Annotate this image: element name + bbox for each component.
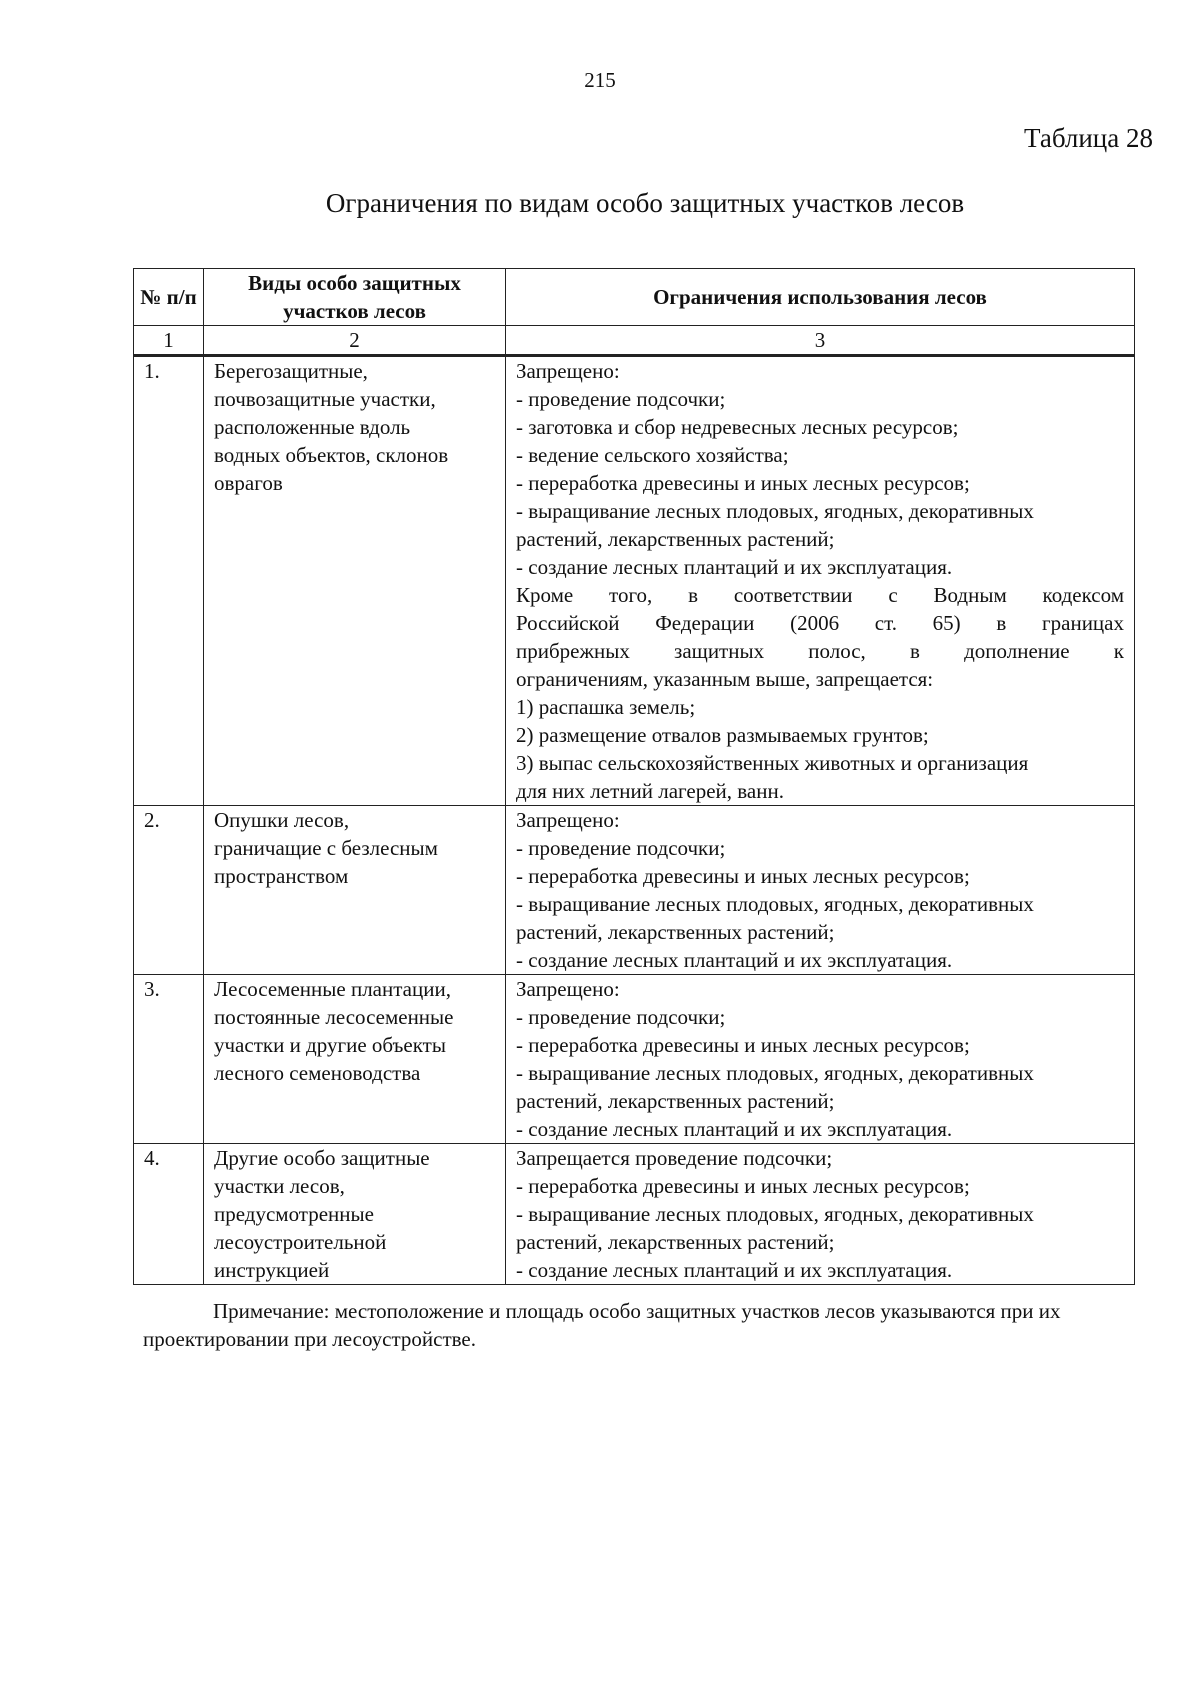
cell-line: Другие особо защитные	[214, 1146, 430, 1170]
cell-line: - переработка древесины и иных лесных ресурсов;	[516, 471, 970, 495]
usage-restrictions	[506, 1144, 1135, 1285]
row-number: 4.	[134, 1144, 204, 1285]
cell-line: растений, лекарственных растений;	[516, 527, 835, 551]
cell-line: Запрещено:	[516, 359, 620, 383]
usage-restrictions	[506, 806, 1135, 975]
header-restrictions: Ограничения использования лесов	[506, 269, 1135, 326]
cell-line: - выращивание лесных плодовых, ягодных, декоративных	[516, 1061, 1034, 1085]
cell-line: растений, лекарственных растений;	[516, 1230, 835, 1254]
forest-area-type	[204, 806, 506, 975]
row-number: 3.	[134, 975, 204, 1144]
cell-line: водных объектов, склонов	[214, 443, 449, 467]
column-index: 1	[134, 326, 204, 356]
cell-line: - проведение подсочки;	[516, 836, 726, 860]
table-row	[134, 356, 1135, 806]
header-number: № п/п	[134, 269, 204, 326]
cell-line: - выращивание лесных плодовых, ягодных, декоративных	[516, 1202, 1034, 1226]
cell-line: Запрещено:	[516, 977, 620, 1001]
header-type: Виды особо защитных участков лесов	[204, 269, 506, 326]
table-note: Примечание: местоположение и площадь особо защитных участков лесов указываются при их проектировании при лесоустройстве.	[143, 1299, 1061, 1351]
page-number: 215	[584, 68, 616, 92]
cell-line: - заготовка и сбор недревесных лесных ресурсов;	[516, 415, 959, 439]
cell-line: лесного семеноводства	[214, 1061, 421, 1085]
cell-line: почвозащитные участки,	[214, 387, 436, 411]
cell-line: граничащие с безлесным	[214, 836, 438, 860]
cell-line: растений, лекарственных растений;	[516, 920, 835, 944]
cell-line: участки лесов,	[214, 1174, 345, 1198]
cell-line: - создание лесных плантаций и их эксплуатация.	[516, 1258, 953, 1282]
forest-area-type	[204, 356, 506, 806]
cell-line: 3) выпас сельскохозяйственных животных и организация	[516, 751, 1029, 775]
header-row	[134, 269, 1135, 326]
usage-restrictions	[506, 975, 1135, 1144]
cell-line: - создание лесных плантаций и их эксплуатация.	[516, 555, 953, 579]
row-number: 2.	[134, 806, 204, 975]
cell-line: оврагов	[214, 471, 283, 495]
usage-restrictions	[506, 356, 1135, 806]
column-index: 2	[204, 326, 506, 356]
cell-line: - проведение подсочки;	[516, 1005, 726, 1029]
cell-line: лесоустроительной	[214, 1230, 387, 1254]
cell-line: участки и другие объекты	[214, 1033, 446, 1057]
cell-line: - создание лесных плантаций и их эксплуатация.	[516, 1117, 953, 1141]
forest-area-type	[204, 1144, 506, 1285]
cell-line: Опушки лесов,	[214, 808, 350, 832]
cell-line: 1) распашка земель;	[516, 695, 696, 719]
cell-line: 2) размещение отвалов размываемых грунтов;	[516, 723, 929, 747]
cell-line: прибрежных защитных полос, в дополнение к	[516, 639, 1124, 663]
cell-line: постоянные лесосеменные	[214, 1005, 454, 1029]
cell-line: инструкцией	[214, 1258, 330, 1282]
cell-line: - выращивание лесных плодовых, ягодных, декоративных	[516, 892, 1034, 916]
table-row	[134, 1144, 1135, 1285]
cell-line: пространством	[214, 864, 349, 888]
cell-line: - проведение подсочки;	[516, 387, 726, 411]
cell-line: Кроме того, в соответствии с Водным кодексом	[516, 583, 1124, 607]
table-row	[134, 975, 1135, 1144]
cell-line: - переработка древесины и иных лесных ресурсов;	[516, 864, 970, 888]
table-label: Таблица 28	[1024, 123, 1153, 153]
cell-line: Запрещено:	[516, 808, 620, 832]
cell-line: предусмотренные	[214, 1202, 374, 1226]
column-index: 3	[506, 326, 1135, 356]
cell-line: растений, лекарственных растений;	[516, 1089, 835, 1113]
document-title: Ограничения по видам особо защитных участков лесов	[325, 188, 965, 218]
restrictions-table	[133, 268, 1135, 1285]
cell-line: расположенные вдоль	[214, 415, 411, 439]
forest-area-type	[204, 975, 506, 1144]
cell-line: Берегозащитные,	[214, 359, 368, 383]
table-row	[134, 806, 1135, 975]
cell-line: Российской Федерации (2006 ст. 65) в границах	[516, 611, 1124, 635]
cell-line: - переработка древесины и иных лесных ресурсов;	[516, 1174, 970, 1198]
row-number: 1.	[134, 356, 204, 806]
cell-line: ограничениям, указанным выше, запрещается:	[516, 667, 934, 691]
cell-line: Запрещается проведение подсочки;	[516, 1146, 833, 1170]
cell-line: - выращивание лесных плодовых, ягодных, декоративных	[516, 499, 1034, 523]
cell-line: для них летний лагерей, ванн.	[516, 779, 784, 803]
cell-line: - создание лесных плантаций и их эксплуатация.	[516, 948, 953, 972]
cell-line: - ведение сельского хозяйства;	[516, 443, 789, 467]
column-index-row	[134, 326, 1135, 356]
cell-line: Лесосеменные плантации,	[214, 977, 451, 1001]
cell-line: - переработка древесины и иных лесных ресурсов;	[516, 1033, 970, 1057]
